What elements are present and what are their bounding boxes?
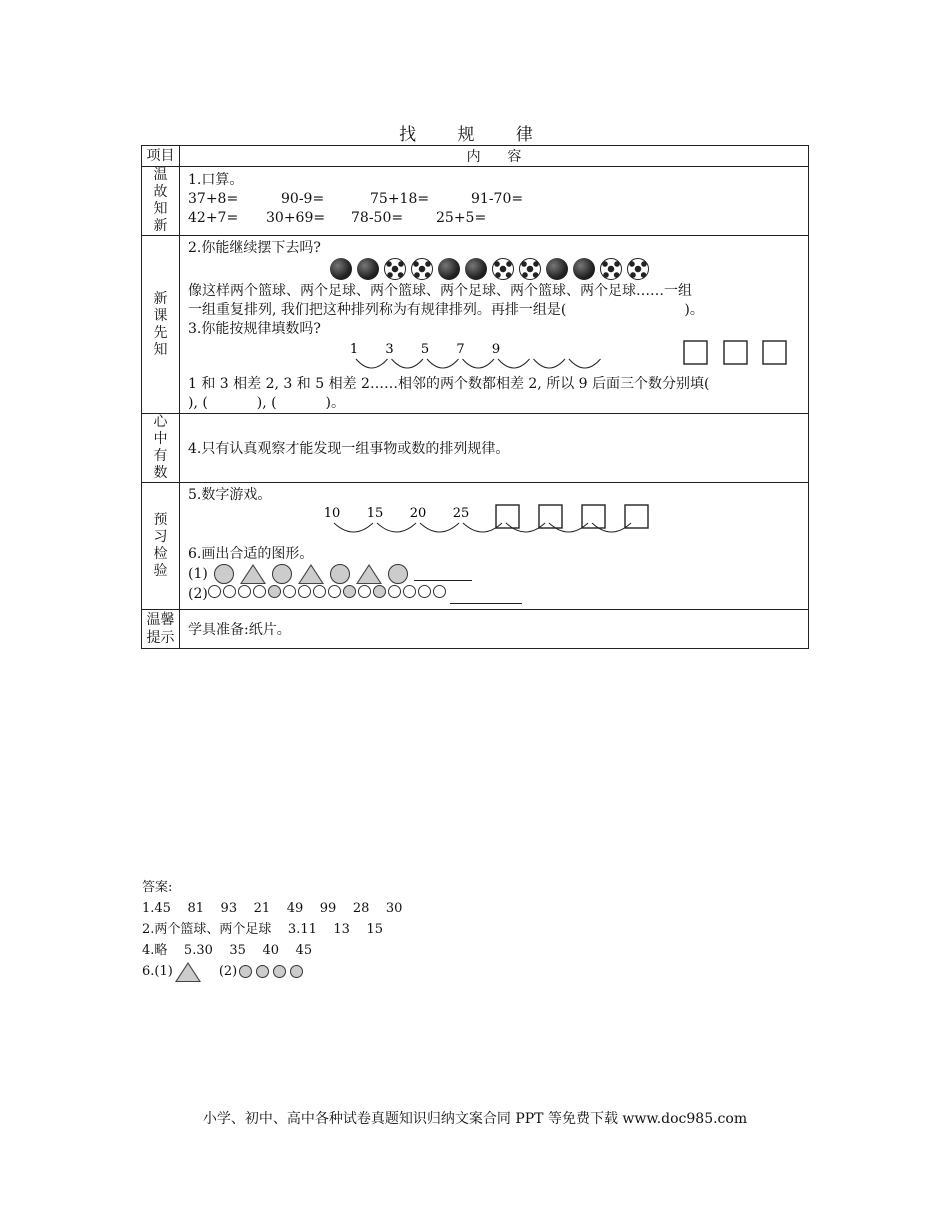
answer-line-3: 4.略 5.30 35 40 45 xyxy=(142,943,313,958)
answer-line-2: 2.两个篮球、两个足球 3.11 13 15 xyxy=(142,922,384,937)
answer-heading: 答案: xyxy=(142,880,173,895)
header-content: 内 容 xyxy=(180,146,809,167)
circle-shape xyxy=(328,585,341,598)
question-3: 3.你能按规律填数吗? xyxy=(188,321,321,337)
triangle-shape xyxy=(356,564,382,584)
sequence-arc xyxy=(427,359,459,368)
page-title: 找 规 律 xyxy=(399,125,551,145)
tips-text: 学具准备:纸片。 xyxy=(188,622,291,638)
sequence-number: 3 xyxy=(385,342,394,357)
pattern-text-2: 一组重复排列, 我们把这种排列称为有规律排列。再排一组是( )。 xyxy=(188,302,704,318)
tips-content xyxy=(180,610,809,649)
number-sequence-2 xyxy=(323,505,806,545)
circle-shape xyxy=(388,585,401,598)
footer-text: 小学、初中、高中各种试卷真题知识归纳文案合同 PPT 等免费下载 www.doc985.com xyxy=(202,1111,748,1127)
circle-shape xyxy=(373,585,386,598)
section-label-heart: 心中有数 xyxy=(142,414,180,483)
circle-shape xyxy=(268,585,281,598)
basketball-icon xyxy=(357,258,379,280)
shape-pattern-1: (1) xyxy=(188,564,808,584)
circle-shape xyxy=(358,585,371,598)
question-6: 6.画出合适的图形。 xyxy=(188,546,314,562)
sequence-arc xyxy=(463,359,495,368)
circle-shape xyxy=(283,585,296,598)
sequence-number: 7 xyxy=(456,342,465,357)
blank-box[interactable] xyxy=(625,505,648,528)
blank-box[interactable] xyxy=(763,341,786,364)
newlesson-content xyxy=(180,236,809,414)
blank-box[interactable] xyxy=(684,341,707,364)
circle-shape xyxy=(223,585,236,598)
sequence-arc xyxy=(392,359,424,368)
heart-content xyxy=(180,414,809,483)
basketball-icon xyxy=(330,258,352,280)
question-1: 1.口算。 xyxy=(188,172,244,188)
sequence-arc xyxy=(569,359,601,368)
circle-shape xyxy=(290,965,303,978)
triangle-shape xyxy=(175,962,201,982)
circle-shape xyxy=(256,965,269,978)
question-5: 5.数字游戏。 xyxy=(188,487,272,503)
circle-shape xyxy=(238,585,251,598)
preview-content xyxy=(180,483,809,610)
circle-shape xyxy=(403,585,416,598)
football-icon xyxy=(411,258,433,280)
calc-row-1: 37+8= 90-9= 75+18= 91-70= xyxy=(188,191,524,207)
circle-shape xyxy=(330,564,350,584)
explain-text-2: ), ( ), ( )。 xyxy=(188,395,346,411)
calc-row-2: 42+7= 30+69= 78-50= 25+5= xyxy=(188,210,487,226)
basketball-icon xyxy=(465,258,487,280)
sequence-number: 20 xyxy=(409,506,427,521)
worksheet-table xyxy=(141,145,809,649)
section-label-preview: 预习检验 xyxy=(142,483,180,610)
sequence-arc xyxy=(498,359,530,368)
circle-shape xyxy=(433,585,446,598)
sequence-number: 15 xyxy=(366,506,384,521)
blank-box[interactable] xyxy=(724,341,747,364)
circle-shape xyxy=(388,564,408,584)
answer-line[interactable] xyxy=(414,568,472,581)
section-label-newlesson: 新课先知 xyxy=(142,236,180,414)
sequence-number: 10 xyxy=(323,506,341,521)
sequence-number: 9 xyxy=(491,342,501,357)
section-label-review: 温故知新 xyxy=(142,167,180,236)
circle-shape xyxy=(214,564,234,584)
answer-line-4: 6.(1) (2) xyxy=(142,961,402,982)
question-4: 4.只有认真观察才能发现一组事物或数的排列规律。 xyxy=(188,441,510,457)
circle-shape xyxy=(298,585,311,598)
football-icon xyxy=(519,258,541,280)
circle-shape xyxy=(272,564,292,584)
basketball-icon xyxy=(546,258,568,280)
pattern-text-1: 像这样两个篮球、两个足球、两个篮球、两个足球、两个篮球、两个足球……一组 xyxy=(188,283,692,299)
sequence-number: 5 xyxy=(420,342,430,357)
question-2: 2.你能继续摆下去吗? xyxy=(188,240,321,256)
explain-text-1: 1 和 3 相差 2, 3 和 5 相差 2……相邻的两个数都相差 2, 所以 9 后面三个数分别填( xyxy=(188,376,710,392)
sequence-arc xyxy=(377,523,416,532)
sequence-arc xyxy=(356,359,388,368)
ball-sequence xyxy=(188,258,808,282)
answer-section xyxy=(142,877,402,982)
football-icon xyxy=(627,258,649,280)
basketball-icon xyxy=(438,258,460,280)
basketball-icon xyxy=(573,258,595,280)
answer-line[interactable] xyxy=(450,593,522,604)
circle-shape xyxy=(208,585,221,598)
circle-shape xyxy=(343,585,356,598)
header-item: 项目 xyxy=(142,146,180,167)
football-icon xyxy=(600,258,622,280)
answer-line-1: 1.45 81 93 21 49 99 28 30 xyxy=(142,901,403,916)
circle-shape xyxy=(273,965,286,978)
triangle-shape xyxy=(240,564,266,584)
circle-shape xyxy=(253,585,266,598)
football-icon xyxy=(492,258,514,280)
circle-shape xyxy=(239,965,252,978)
number-sequence-1 xyxy=(348,339,808,375)
sequence-number: 1 xyxy=(349,342,359,357)
football-icon xyxy=(384,258,406,280)
sequence-arc xyxy=(420,523,459,532)
review-content xyxy=(180,167,809,236)
sequence-arc xyxy=(534,359,566,368)
circle-shape xyxy=(418,585,431,598)
shape-pattern-2: (2) xyxy=(188,585,808,604)
sequence-number: 25 xyxy=(452,506,470,521)
section-label-tips: 温馨提示 xyxy=(142,610,180,649)
triangle-shape xyxy=(298,564,324,584)
circle-shape xyxy=(313,585,326,598)
sequence-arc xyxy=(334,523,373,532)
